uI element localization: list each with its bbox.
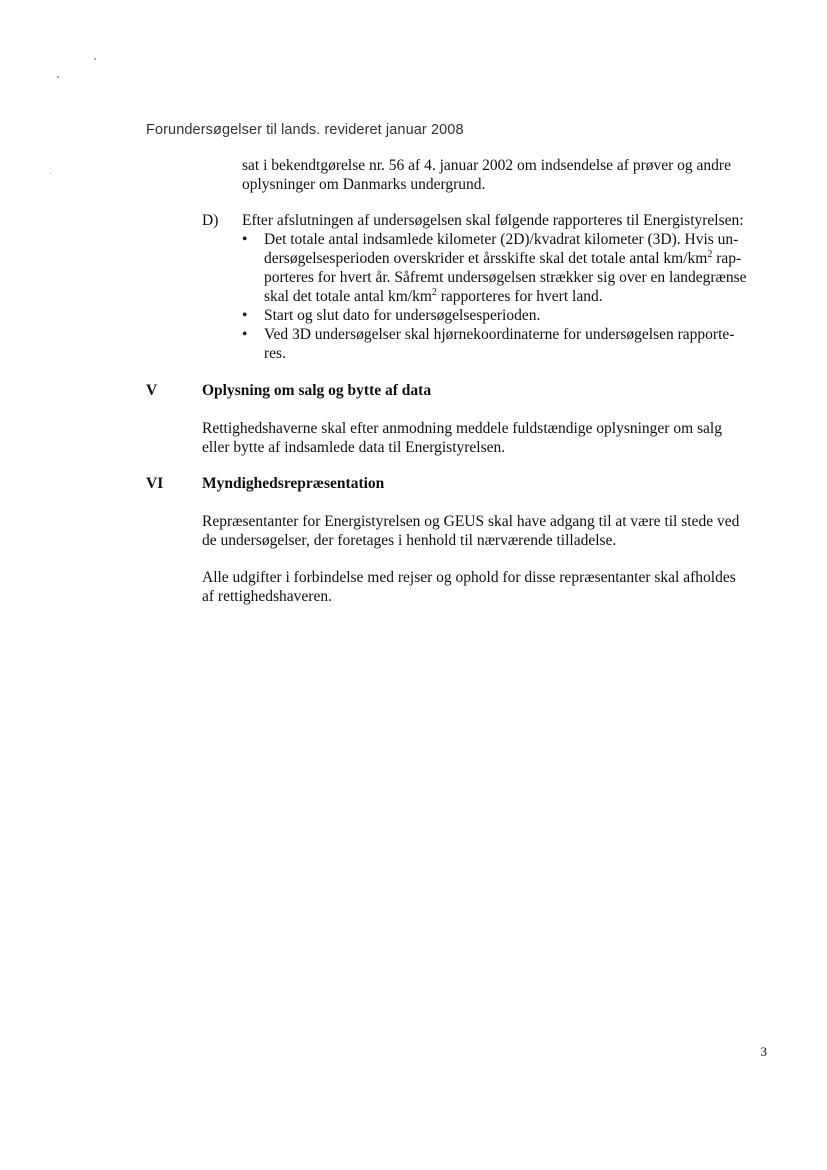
text-line: Rettighedshaverne skal efter anmodning meddele fuldstændige oplysninger om salg	[202, 420, 722, 437]
section-v-body	[202, 419, 722, 457]
text-line: Ved 3D undersøgelser skal hjørnekoordinaterne for undersøgelsen rapporte-	[264, 326, 735, 343]
bullet-icon: •	[242, 231, 248, 248]
text-line: res.	[264, 345, 286, 362]
text-line: Repræsentanter for Energistyrelsen og GEUS skal have adgang til at være til stede ved	[202, 513, 740, 530]
section-vi-title: Myndighedsrepræsentation	[202, 475, 385, 492]
text-line: Start og slut dato for undersøgelsesperioden.	[264, 307, 541, 324]
list-item	[242, 306, 772, 325]
section-v-number: V	[146, 382, 158, 399]
section-vi-paragraph-1	[202, 512, 739, 550]
text-line: eller bytte af indsamlede data til Energistyrelsen.	[202, 439, 506, 456]
text-line: af rettighedshaveren.	[202, 588, 332, 605]
scan-speck	[50, 173, 51, 174]
text-line: oplysninger om Danmarks undergrund.	[242, 176, 486, 193]
item-d-text: Efter afslutningen af undersøgelsen skal følgende rapporteres til Energistyrelsen:	[242, 212, 744, 229]
text-line: de undersøgelser, der foretages i henhold til nærværende tilladelse.	[202, 532, 617, 549]
scan-speck	[94, 58, 96, 60]
page-number: 3	[760, 1044, 767, 1059]
text-line: Alle udgifter i forbindelse med rejser og ophold for disse repræsentanter skal afholdes	[202, 569, 736, 586]
bullet-icon: •	[242, 307, 248, 324]
section-vi-paragraph-2	[202, 568, 736, 606]
list-item	[242, 230, 772, 306]
text-line: Det totale antal indsamlede kilometer (2D)/kvadrat kilometer (3D). Hvis un-	[264, 231, 739, 248]
text-line: dersøgelsesperioden overskrider et årsskifte skal det totale antal $km/km^2$ rap-	[264, 248, 742, 267]
section-vi-number: VI	[146, 475, 164, 492]
bullet-icon: •	[242, 326, 248, 343]
section-v-title: Oplysning om salg og bytte af data	[202, 382, 432, 399]
intro-continuation	[242, 156, 731, 194]
page-header: Forundersøgelser til lands. revideret januar 2008	[146, 122, 464, 138]
item-d-label: D)	[202, 212, 219, 229]
item-d-bullet-list	[242, 230, 772, 363]
scan-speck	[57, 76, 59, 78]
text-line: porteres for hvert år. Såfremt undersøgelsen strækker sig over en landegrænse	[264, 269, 747, 286]
text-line: sat i bekendtgørelse nr. 56 af 4. januar 2002 om indsendelse af prøver og andre	[242, 157, 731, 174]
list-item	[242, 325, 772, 363]
text-line: skal det totale antal $km/km^2$ rapporteres for hvert land.	[264, 286, 603, 305]
